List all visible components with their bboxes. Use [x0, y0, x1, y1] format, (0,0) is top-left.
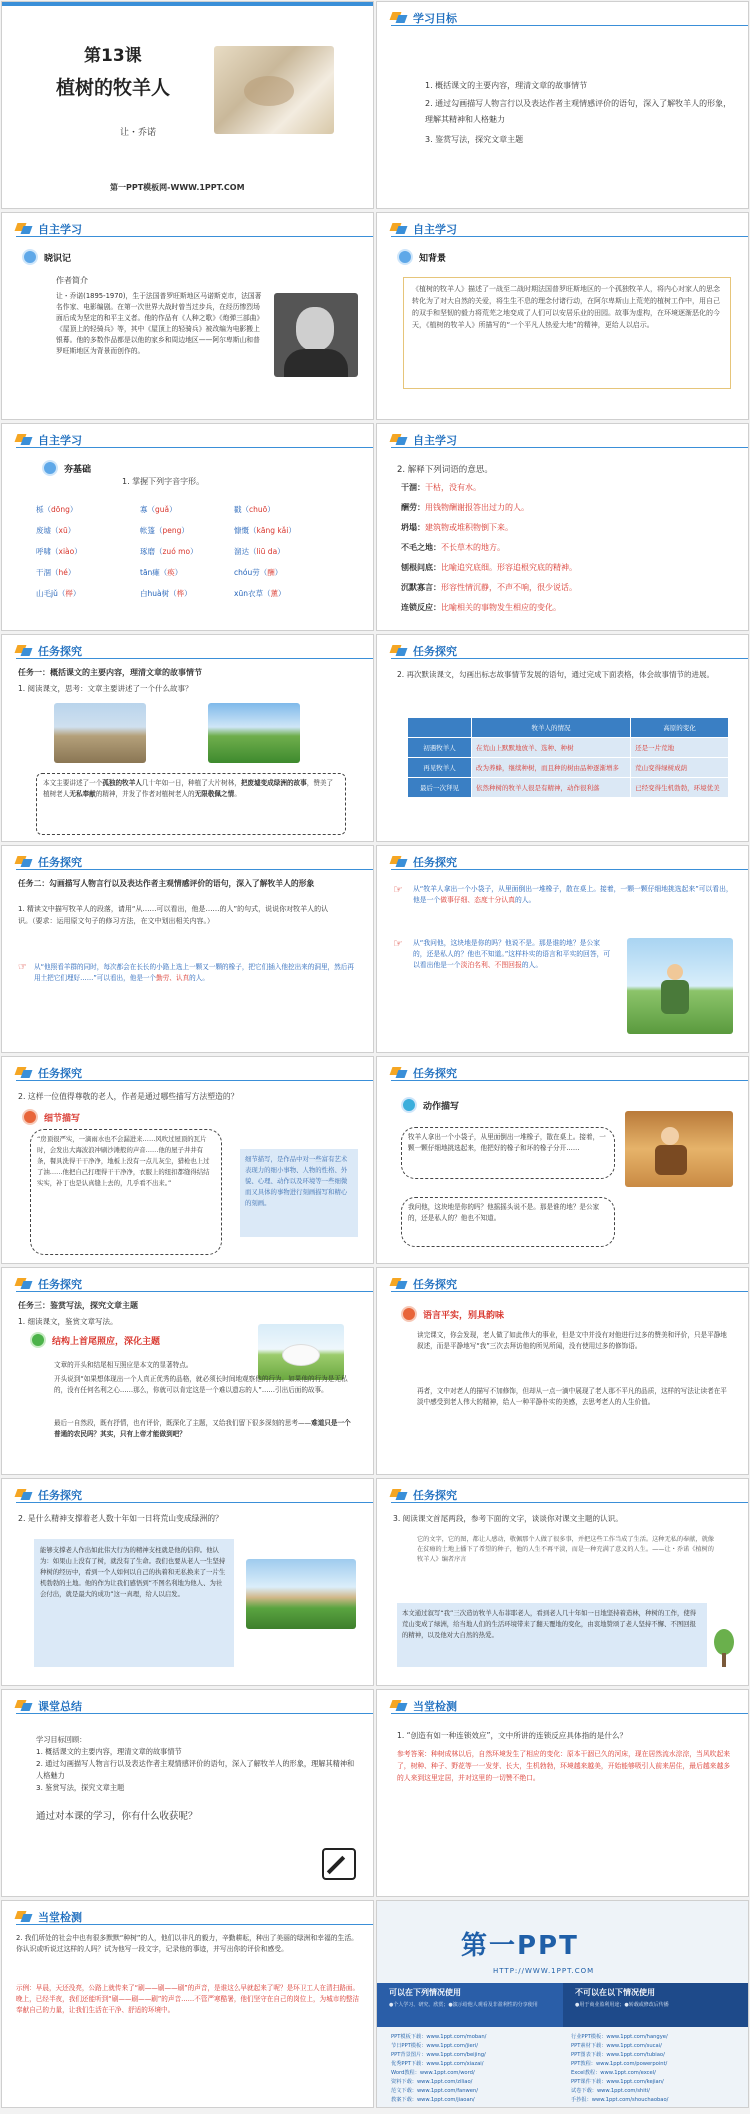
sheep-photo: [258, 1324, 344, 1380]
word-term: 干涸：: [401, 483, 425, 492]
pinyin-part: 呼啸（: [36, 547, 59, 556]
pinyin-part: 痪: [167, 568, 175, 577]
slide-header: 任务探究: [377, 853, 748, 870]
plot-table: 牧羊人的情况 高原的变化 初遇牧羊人 在荒山上默默地放羊、选种、种树 还是一片荒地 再见牧羊人 改为养蜂，继续种树，而且种的树由品种逐渐增多 荒山变得绿树成荫 最后一次拜见 依然种树的牧羊人很是有精神，动作很利落 已经变得生机勃勃，环境优美: [407, 717, 729, 798]
example: 从“他照看羊群的同时，每次都会在长长的小路上选上一颗又一颗的橡子，把它们插入他挖出来的洞里，然后再用土把它们埋好……”可以看出，他是一个勤劳、认真的人。: [34, 963, 354, 982]
section-icon: [391, 12, 407, 23]
summary-title: 学习目标回顾：: [36, 1735, 87, 1744]
slide-header: 任务探究: [377, 1486, 748, 1503]
word-item: [401, 502, 737, 514]
word-meaning: 不长草木的地方。: [441, 543, 505, 552]
resource-link[interactable]: PPT素材下载：www.1ppt.com/sucai/: [571, 2043, 662, 2049]
task-title: 任务三：鉴赏写法，探究文章主题: [18, 1301, 138, 1310]
quiz-question: 2. 我们所处的社会中也有很多默默“种树”的人，他们以非凡的毅力，辛勤耕耘，种出了美丽的绿洲和幸福的生活。你认识或听说过这样的人吗？试为他写一段文字，记录他的事迹，并写出你的评价和感受。: [16, 1934, 358, 1953]
slide-action: [376, 1056, 749, 1264]
resource-link[interactable]: 教案下载：www.1ppt.com/jiaoan/: [391, 2097, 475, 2103]
footer-site: 第一PPT模板网-WWW.1PPT.COM: [110, 183, 245, 192]
pill-label: 知背景: [397, 249, 446, 265]
pill-label: 动作描写: [401, 1097, 459, 1113]
resource-link[interactable]: PPT模板下载：www.1ppt.com/moban/: [391, 2034, 487, 2040]
question: 1. 精读文中描写牧羊人的段落，请用“从……可以看出，他是……的人”的句式，说说你对牧羊人的认识。（要求：运用原文句子的修习方法，在文中划出相关内容。）: [18, 905, 329, 925]
theme-answer: 本文通过叙写“我”三次造访牧羊人布菲耶老人，看到老人几十年如一日地坚持着造林，种树的工作，使得荒山变成了绿洲，给当地人们的生活环境带来了翻天覆地的变化，由衷地赞颂了老人坚持不懈、不图回报的精神，以及他对大自然的热爱。: [397, 1603, 707, 1667]
slide-spirit: [1, 1478, 374, 1686]
question: 2. 再次默读课文，勾画出标志故事情节发展的语句，通过完成下面表格，体会故事情节的进展。: [397, 670, 715, 679]
summary-2: 2. 通过勾画描写人物言行以及表达作者主观情感评价的语句，深入了解牧羊人的形象，理解其精神和人格魅力: [36, 1759, 355, 1780]
pinyin-part: ）: [74, 547, 82, 556]
word-term: 坍塌：: [401, 523, 425, 532]
resource-link[interactable]: 范文下载：www.1ppt.com/fanwen/: [391, 2088, 478, 2094]
farmer-illustration: [625, 1111, 733, 1187]
analysis-2: 从“我问他，这块地是你的吗？他说不是。那是谁的地？是公家的，还是私人的？他也不知道。”这样朴实的语言和平实的回答，可以看出他是一个淡泊名利、不图回报的人。: [413, 939, 611, 969]
word-term: 刨根问底：: [401, 563, 441, 572]
structure-p1: 文章的开头和结尾相互照应是本文的显著特点。: [54, 1361, 193, 1369]
slide-task1: [1, 634, 374, 842]
word-term: 酬劳：: [401, 503, 425, 512]
pinyin-part: 榉: [65, 589, 73, 598]
pinyin-part: 干涸（: [36, 568, 59, 577]
resource-link[interactable]: PPT课件下载：www.1ppt.com/kejian/: [571, 2079, 664, 2085]
pinyin-part: 寡（: [140, 505, 155, 514]
allowed-panel: 可以在下列情况使用 ●个人学习、研究、欣赏；●演示给他人观看及非盈利性的分享使用: [377, 1983, 563, 2027]
pinyin-item: [36, 546, 136, 558]
slide-header: 任务探究: [2, 1064, 373, 1081]
slide-header: 任务探究: [2, 853, 373, 870]
pinyin-part: 琢磨（: [140, 547, 163, 556]
pinyin-item: [36, 588, 136, 600]
word-item: [401, 522, 737, 534]
action-quote-1: 牧羊人拿出一个小袋子，从里面倒出一堆橡子，散在桌上。接着，一颗一颗仔细地挑选起来，他把好的橡子和坏的橡子分开……: [401, 1127, 615, 1179]
slide-title: [1, 1, 374, 209]
slide-background: [376, 212, 749, 420]
slide-task2: [1, 845, 374, 1053]
table-cell: 依然种树的牧羊人很是有精神，动作很利落: [472, 778, 631, 798]
table-cell: 最后一次拜见: [408, 778, 472, 798]
pinyin-item: [36, 525, 136, 537]
slide-header: 自主学习: [2, 431, 373, 448]
resource-link[interactable]: 节日PPT模板：www.1ppt.com/jieri/: [391, 2043, 479, 2049]
hand-icon: ☞: [393, 937, 403, 950]
task-title: 任务一：概括课文的主要内容，理清文章的故事情节: [18, 668, 202, 677]
pinyin-part: ）: [174, 568, 183, 577]
word-item: [401, 482, 737, 494]
analysis-1: 从“牧羊人拿出一个小袋子，从里面倒出一堆橡子，散在桌上。接着，一颗一颗仔细地挑选起来”可以看出，他是一个做事仔细、态度十分认真的人。: [413, 885, 733, 904]
pinyin-item: [234, 567, 334, 579]
structure-p3: 最后一自然段，既有抒情，也有评价，既深化了主题，又给我们留下很多深刻的思考——难道只是一个普通的农民吗？其实，只有上帝才能做到吧？: [54, 1419, 351, 1438]
action-quote-2: 我问他，这块地是你的吗？他摇摇头说不是。那是谁的地？是公家的，还是私人的？他也不知道。: [401, 1197, 615, 1247]
table-row: [408, 738, 729, 758]
slide-theme: [376, 1478, 749, 1686]
author-photo: [274, 293, 358, 377]
pinyin-part: ）: [277, 589, 286, 598]
summary-1: 1. 概括课文的主要内容，理清文章的故事情节: [36, 1747, 182, 1756]
slide-header: 自主学习: [2, 220, 373, 237]
pinyin-part: tān瘫（: [140, 568, 168, 577]
hand-icon: ☞: [393, 883, 403, 896]
table-cell: 改为养蜂，继续种树，而且种的树由品种逐渐增多: [472, 758, 631, 778]
slide-header: 任务探究: [2, 1486, 373, 1503]
reference-quote: 它的文字，它的图，都让人感动，敬佩那个人做了很多事，并把这些工作当成了生活。这种无私的奉献，就像在贫瘠的土地上播下了希望的种子，他的人生不再平淡，而是一种充满了意义的人生。——让・乔诺《植树的牧羊人》编者序言: [417, 1536, 714, 1563]
hand-icon: ☞: [18, 962, 27, 973]
table-row: [408, 778, 729, 798]
pinyin-part: ）: [181, 526, 189, 535]
pinyin-part: 白huà树（: [140, 589, 177, 598]
question: 2. 是什么精神支撑着老人数十年如一日将荒山变成绿洲的？: [18, 1514, 223, 1523]
pinyin-part: ）: [72, 589, 81, 598]
pinyin-part: peng: [162, 526, 182, 535]
slide-quiz1: [376, 1689, 749, 1897]
section-icon: [391, 1700, 407, 1711]
pinyin-part: 桦: [176, 589, 185, 598]
author: 让・乔诺: [120, 128, 157, 138]
shepherd-illustration: [627, 938, 733, 1034]
slide-quiz2: [1, 1900, 374, 2108]
section-icon: [391, 645, 407, 656]
word-meaning: 比喻相关的事物发生相应的变化。: [441, 603, 561, 612]
quiz-answer: 示例：早晨，天还没亮，公路上就传来了“刷——刷——刷”的声音，是谁这么早就起来了呢？是环卫工人在清扫路面。晚上，已经半夜，我们还能听到“刷——刷——刷”的声音……不管严寒酷暑，他们坚守在自己的岗位上，为城市的整洁奉献自己的力量，让我们生活在干净、舒适的环境中。: [16, 1984, 360, 2014]
lesson-title: 植树的牧羊人: [56, 77, 171, 99]
pinyin-item: [140, 567, 240, 579]
word-term: 不毛之地：: [401, 543, 441, 552]
word-item: [401, 562, 737, 574]
pinyin-part: ）: [190, 547, 198, 556]
pinyin-part: xiào: [58, 547, 75, 556]
slide-header: 任务探究: [377, 1064, 748, 1081]
slide-credits: [376, 1900, 749, 2108]
pinyin-part: 溜达（: [234, 547, 257, 556]
section-icon: [16, 1067, 32, 1078]
pinyin-part: 慷慨（: [234, 526, 257, 535]
slide-pinyin: [1, 423, 374, 631]
section-icon: [391, 856, 407, 867]
pinyin-part: 废墟（: [36, 526, 59, 535]
edit-icon: [322, 1848, 356, 1880]
pinyin-item: [140, 546, 240, 558]
word-meaning: 建筑物或堆积物倒下来。: [425, 523, 513, 532]
section-icon: [16, 1700, 32, 1711]
section-icon: [391, 1489, 407, 1500]
quiz-question: 1. “创造有如一种连锁效应”，文中所讲的连锁反应具体指的是什么？: [397, 1731, 628, 1740]
pinyin-item: [234, 588, 334, 600]
pinyin-part: chóu劳（: [234, 568, 268, 577]
section-icon: [391, 1067, 407, 1078]
slide-header: 任务探究: [377, 1275, 748, 1292]
slide-header: 任务探究: [2, 642, 373, 659]
section-icon: [16, 1911, 32, 1922]
resource-link[interactable]: PPT背景图片：www.1ppt.com/beijing/: [391, 2052, 486, 2058]
section-icon: [16, 434, 32, 445]
language-p1: 读完课文，你会发现，老人做了如此伟大的事业，但是文中并没有对他进行过多的赞美和评价，只是平静地叙述，而是平静地写“我”三次去拜访他的所见所闻，没有使用过多的修饰语。: [417, 1331, 727, 1350]
section-icon: [16, 856, 32, 867]
slide-header: 课堂总结: [2, 1697, 373, 1714]
pill-label: 夯基础: [42, 460, 91, 476]
question: 2. 这样一位值得尊敬的老人，作者是通过哪些描写方法塑造的？: [18, 1092, 239, 1101]
table-cell: 荒山变得绿树成荫: [631, 758, 729, 778]
pinyin-item: [140, 504, 240, 516]
forest-photo: [208, 703, 300, 763]
table-cell: 初遇牧羊人: [408, 738, 472, 758]
answer-box: 本文主要讲述了一个孤独的牧羊人几十年如一日，种植了大片树林，把废墟变成绿洲的故事，赞美了植树老人无私奉献的精神，并发了作者对植树老人的无限敬佩之情。: [36, 773, 346, 835]
detail-definition: 细节描写，是作品中对一些富有艺术表现力的细小事物、人物的性格、外貌、心理、动作以及环境等一些细微而又具体的事物进行刻画描写和精心的刻画。: [240, 1149, 358, 1237]
resource-link[interactable]: 行业PPT模板：www.1ppt.com/hangye/: [571, 2034, 668, 2040]
goal-3: 3. 鉴赏写法，探究文章主题: [425, 135, 524, 144]
pinyin-part: ）: [274, 568, 283, 577]
goal-2: 2. 通过勾画描写人物言行以及表达作者主观情感评价的语句，深入了解牧羊人的形象，理解其精神和人格魅力: [425, 99, 732, 124]
pill-label: 结构上首尾照应，深化主题: [30, 1332, 160, 1348]
word-item: [401, 602, 737, 614]
word-meaning: 形容性情沉静，不声不响，很少说话。: [441, 583, 577, 592]
resource-link[interactable]: Word教程：www.1ppt.com/word/: [391, 2070, 475, 2076]
slide-plot-table: [376, 634, 749, 842]
brand-logo: 第一PPT: [461, 1931, 579, 1961]
tree-icon: [711, 1629, 737, 1669]
slide-header: 自主学习: [377, 220, 748, 237]
resource-link[interactable]: 手抄报：www.1ppt.com/shouchaobao/: [571, 2097, 669, 2103]
section-icon: [16, 1489, 32, 1500]
pinyin-item: [140, 588, 240, 600]
pinyin-part: zuó mo: [162, 547, 191, 556]
pill-label: 晓识记: [22, 249, 71, 265]
goal-1: 1. 概括课文的主要内容，理清文章的故事情节: [425, 81, 588, 90]
top-bar: [2, 2, 373, 6]
pinyin-part: ）: [67, 526, 76, 535]
pinyin-item: [36, 567, 136, 579]
shepherd-painting: [214, 46, 334, 134]
pinyin-part: kāng kǎi: [256, 526, 289, 535]
word-meaning: 比喻追究底细。形容追根究底的精神。: [441, 563, 577, 572]
background-box: 《植树的牧羊人》描述了一战至二战时期法国普罗旺斯地区的一个孤独牧羊人，将内心对家人的思念转化为了对大自然的关爱，将生生不息的理念付诸行动，在阿尔卑斯山上荒芜的植树工作中，用自己的双手和坚韧的毅力将荒芜之地变成了人们可以安居乐业的田园。故事为虚构，在环境逐渐恶化的今天，《植树的牧羊人》所描写的“一个平凡人热爱大地”的精神，更给人以启示。: [403, 277, 731, 389]
slide-language: [376, 1267, 749, 1475]
pinyin-part: ）: [67, 568, 76, 577]
pinyin-part: 薰: [270, 589, 278, 598]
brand-url: HTTP://WWW.1PPT.COM: [493, 1967, 595, 1975]
author-bio: 让・乔诺(1895-1970)，生于法国普罗旺斯地区马诺斯克市，法国著名作家、电影编剧。在第一次世界大战时曾当过步兵，在经历惨烈场面后成为坚定的和平主义者。他的作品有《人种之歌》《炮弹三部曲》《屋顶上的轻骑兵》等，其中《屋顶上的轻骑兵》被改编为电影搬上银幕。他的多数作品都是以他的家乡和周边地区——阿尔卑斯山和普罗旺斯地区为背景而创作的。: [56, 292, 264, 355]
pinyin-part: ）: [69, 505, 78, 514]
pinyin-part: ）: [288, 526, 296, 535]
pinyin-part: dōng: [51, 505, 70, 514]
section-icon: [391, 434, 407, 445]
pinyin-part: chuō: [249, 505, 268, 514]
spirit-box: 能够支撑老人作出如此伟大行为的精神支柱就是他的信仰。他认为：如果山上没有了树，就没有了生命。我们也要从老人一生坚持种树的经历中，看到一个人如何以自己的执着和无私换来了一片生机勃勃的土地。他的作为让我们感悟到“不图名利地为他人、为社会付出，就是最大的成功”这一真理，给人以启发。: [34, 1539, 234, 1667]
section-icon: [16, 1278, 32, 1289]
word-term: 沉默寡言：: [401, 583, 441, 592]
section-icon: [391, 223, 407, 234]
task-title: 任务二：勾画描写人物言行以及表达作者主观情感评价的语句，深入了解牧羊人的形象: [18, 879, 315, 888]
word-meaning: 干枯，没有水。: [425, 483, 481, 492]
pinyin-part: ）: [277, 547, 285, 556]
pinyin-part: 戳（: [234, 505, 249, 514]
slide-detail: [1, 1056, 374, 1264]
quiz-answer: 参考答案：种树成林以后，自然环境发生了相应的变化：原本干涸已久的河床，现在居然流水淙淙，当风吹起来了，树种、种子、野花等一一发芽、长大，生机勃勃，环境越来越美，开始能够吸引人前来居住，最后越来越多的人来到这里定居，并对这里的一切赞不绝口。: [397, 1750, 731, 1782]
pinyin-part: xūn衣草（: [234, 589, 271, 598]
subheading: 作者简介: [56, 276, 88, 285]
table-cell: 已经变得生机勃勃，环境优美: [631, 778, 729, 798]
resource-link[interactable]: PPT图表下载：www.1ppt.com/tubiao/: [571, 2052, 665, 2058]
pinyin-part: ）: [169, 505, 177, 514]
pinyin-part: guǎ: [155, 505, 170, 514]
slide-goals: [376, 1, 749, 209]
slide-task3: [1, 1267, 374, 1475]
pinyin-item: [234, 546, 334, 558]
pinyin-part: 栎（: [36, 505, 51, 514]
question: 3. 阅读课文首尾两段，参考下面的文字，谈谈你对课文主题的认识。: [393, 1514, 623, 1523]
slide-header: 自主学习: [377, 431, 748, 448]
task-label: 1. 掌握下列字音字形。: [122, 477, 205, 486]
word-item: [401, 582, 737, 594]
resource-link[interactable]: PPT教程：www.1ppt.com/powerpoint/: [571, 2061, 668, 2067]
slide-author: [1, 212, 374, 420]
pinyin-part: 酬: [267, 568, 275, 577]
slide-header: 当堂检测: [2, 1908, 373, 1925]
slide-header: 学习目标: [377, 9, 748, 26]
structure-p2: 开头说到“如果想体现出一个人真正优秀的品格，就必须长时间地观察他的行为。如果他的行为是无私的，没有任何名利之心……那么，你就可以肯定这是一个难以遗忘的人”……引出后面的故事。: [54, 1375, 348, 1394]
lesson-number: 第13课: [84, 46, 142, 66]
pinyin-item: [140, 525, 240, 537]
pinyin-part: 帐篷（: [140, 526, 163, 535]
pinyin-part: xū: [58, 526, 68, 535]
pinyin-part: liū da: [256, 547, 278, 556]
resource-link[interactable]: 试卷下载：www.1ppt.com/shiti/: [571, 2088, 650, 2094]
pill-label: 语言平实，别具韵味: [401, 1306, 504, 1322]
table-row: [408, 758, 729, 778]
summary-3: 3. 鉴赏写法，探究文章主题: [36, 1783, 125, 1792]
forbidden-panel: 不可以在以下情况使用 ●用于商业盈利用途；●转载或修改后传播: [563, 1983, 749, 2027]
slide-header: 任务探究: [377, 642, 748, 659]
pinyin-item: [234, 525, 334, 537]
resource-link[interactable]: 资料下载：www.1ppt.com/ziliao/: [391, 2079, 473, 2085]
question: 1. 细读课文，鉴赏文章写法。: [18, 1317, 118, 1326]
pinyin-part: hé: [58, 568, 68, 577]
section-icon: [391, 1278, 407, 1289]
slide-analysis: [376, 845, 749, 1053]
pinyin-item: [234, 504, 334, 516]
pinyin-part: ）: [184, 589, 192, 598]
detail-quote: “房顶很严实，一滴雨水也不会漏进来……风吹过屋顶的瓦片时，会发出大海波浪冲刷沙滩般的声音……他的屋子井井有条，餐具洗得干干净净，地板上没有一点儿灰尘，猎枪也上过了油……他把自己打理得干干净净，衣服上的纽扣都缝得结结实实，补丁也是认真缝上去的，几乎看不出来。”: [30, 1129, 222, 1255]
resource-link[interactable]: Excel教程：www.1ppt.com/excel/: [571, 2070, 656, 2076]
oasis-photo: [246, 1559, 356, 1629]
question: 1. 阅读课文，思考：文章主要讲述了一个什么故事？: [18, 684, 193, 693]
slide-header: 任务探究: [2, 1275, 373, 1292]
desert-photo: [54, 703, 146, 763]
slide-summary: [1, 1689, 374, 1897]
table-cell: 还是一片荒地: [631, 738, 729, 758]
pinyin-item: [36, 504, 136, 516]
table-cell: 再见牧羊人: [408, 758, 472, 778]
resource-link[interactable]: 优秀PPT下载：www.1ppt.com/xiazai/: [391, 2061, 484, 2067]
summary-question: 通过对本课的学习，你有什么收获呢？: [36, 1811, 198, 1822]
table-cell: 在荒山上默默地放羊、选种、种树: [472, 738, 631, 758]
pinyin-part: ）: [267, 505, 275, 514]
pill-label: 细节描写: [22, 1109, 80, 1125]
section-icon: [16, 223, 32, 234]
word-meaning: 用钱物酬谢报答出过力的人。: [425, 503, 529, 512]
language-p2: 再者，文中对老人的描写不加修饰，但却从一点一滴中展现了老人那不平凡的品质，这样的写法让读者在平淡中感受到老人伟大的精神，给人一种平静朴实的美感，去思考老人的人生价值。: [417, 1387, 727, 1406]
word-item: [401, 542, 737, 554]
slide-words: [376, 423, 749, 631]
pinyin-part: 山毛jǔ（: [36, 589, 66, 598]
task-label: 2. 解释下列词语的意思。: [397, 465, 493, 475]
section-icon: [16, 645, 32, 656]
slide-header: 当堂检测: [377, 1697, 748, 1714]
word-term: 连锁反应：: [401, 603, 441, 612]
